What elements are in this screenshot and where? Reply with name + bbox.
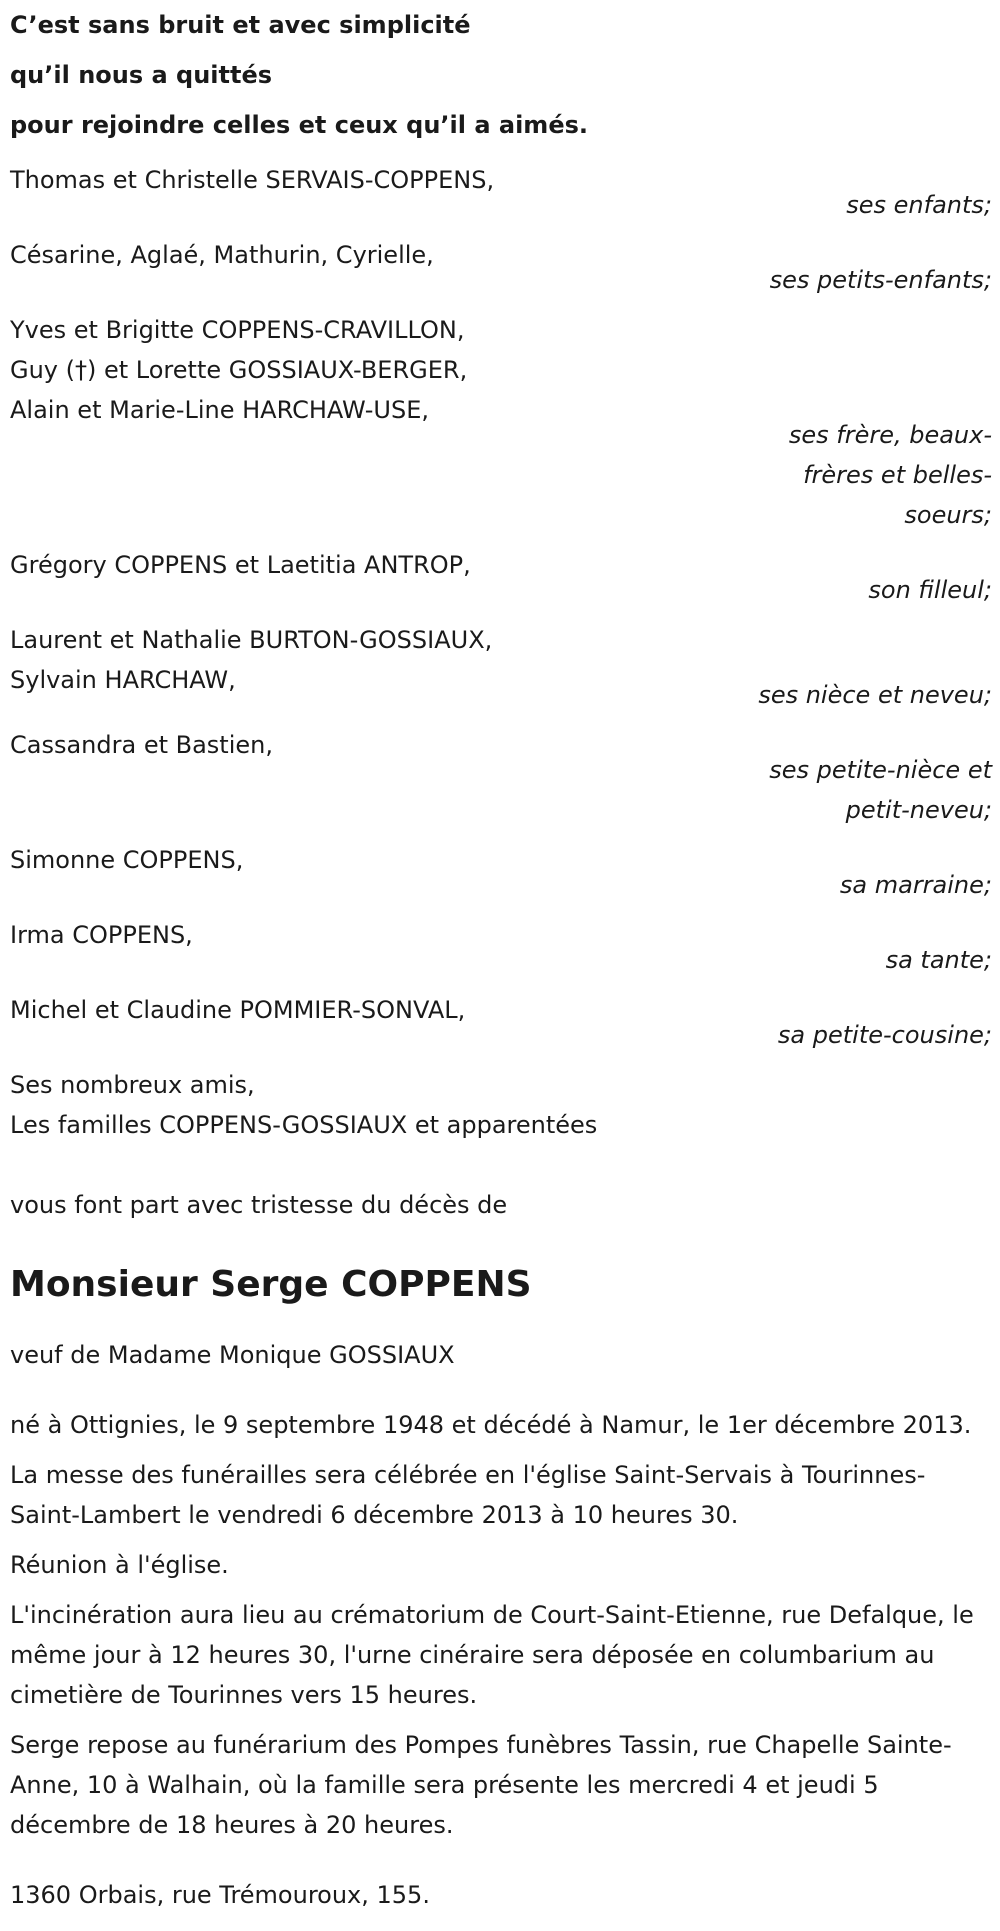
family-name: Irma COPPENS, [10, 921, 193, 949]
friends-line: Les familles COPPENS-GOSSIAUX et apparentées [10, 1111, 598, 1139]
family-relation: ses petite-nièce et petit-neveu; [769, 756, 992, 824]
family-row [10, 620, 992, 715]
family-name: Cassandra et Bastien, [10, 731, 273, 759]
deceased-name: Monsieur Serge COPPENS [10, 1264, 532, 1305]
family-row [10, 840, 992, 905]
family-names [10, 620, 492, 700]
friends-line: Ses nombreux amis, [10, 1071, 255, 1099]
spacer [10, 1385, 992, 1405]
spacer [10, 1855, 992, 1875]
widower-line: veuf de Madame Monique GOSSIAUX [10, 1341, 455, 1369]
address: 1360 Orbais, rue Trémouroux, 155. [10, 1881, 430, 1909]
family-name: Thomas et Christelle SERVAIS-COPPENS, [10, 166, 495, 194]
funeral-mass-paragraph: La messe des funérailles sera célébrée en l'église Saint-Servais à Tourinnes-Saint-Lambert le vendredi 6 décembre 2013 à 10 heures 30. [10, 1461, 926, 1529]
spacer [10, 1155, 992, 1185]
family-row [10, 990, 992, 1055]
family-row [10, 310, 992, 535]
family-names [10, 160, 494, 200]
family-row [10, 915, 992, 980]
obituary-notice [10, 0, 992, 1925]
family-list [10, 160, 992, 1145]
family-relation: sa petite-cousine; [777, 1021, 992, 1049]
family-relation: sa marraine; [839, 871, 992, 899]
family-name: Guy (†) et Lorette GOSSIAUX-BERGER, [10, 356, 468, 384]
family-name: Césarine, Aglaé, Mathurin, Cyrielle, [10, 241, 434, 269]
spacer [10, 1315, 992, 1335]
family-relation: son filleul; [868, 576, 992, 604]
family-names [10, 545, 471, 585]
family-names [10, 840, 243, 880]
family-relation: ses frère, beaux-frères et belles-soeurs; [788, 421, 992, 529]
family-row [10, 160, 992, 225]
family-relation: ses enfants; [846, 191, 992, 219]
family-relation: sa tante; [885, 946, 992, 974]
details [10, 1405, 992, 1845]
family-names [10, 915, 193, 955]
family-name: Simonne COPPENS, [10, 846, 244, 874]
intro-line: C’est sans bruit et avec simplicité [10, 11, 471, 39]
gathering-paragraph: Réunion à l'église. [10, 1551, 229, 1579]
spacer [10, 1235, 992, 1255]
family-names [10, 725, 273, 765]
family-name: Michel et Claudine POMMIER-SONVAL, [10, 996, 466, 1024]
family-names [10, 990, 465, 1030]
family-relation: ses petits-enfants; [769, 266, 992, 294]
family-row [10, 545, 992, 610]
family-name: Alain et Marie-Line HARCHAW-USE, [10, 396, 429, 424]
family-row [10, 725, 992, 830]
family-name: Yves et Brigitte COPPENS-CRAVILLON, [10, 316, 465, 344]
cremation-paragraph: L'incinération aura lieu au crématorium de Court-Saint-Etienne, rue Defalque, le même jour à 12 heures 30, l'urne cinéraire sera déposée en columbarium au cimetière de Tourinnes vers 15 heures. [10, 1601, 974, 1709]
family-names [10, 310, 467, 430]
birth-death-paragraph: né à Ottignies, le 9 septembre 1948 et décédé à Namur, le 1er décembre 2013. [10, 1411, 972, 1439]
family-row [10, 235, 992, 300]
intro-verse [10, 0, 992, 150]
intro-line: qu’il nous a quittés [10, 61, 273, 89]
family-relation: ses nièce et neveu; [758, 681, 992, 709]
family-names [10, 235, 434, 275]
family-name: Grégory COPPENS et Laetitia ANTROP, [10, 551, 471, 579]
intro-line: pour rejoindre celles et ceux qu’il a aimés. [10, 111, 588, 139]
family-name: Laurent et Nathalie BURTON-GOSSIAUX, [10, 626, 493, 654]
family-name: Sylvain HARCHAW, [10, 666, 236, 694]
friends-block [10, 1065, 992, 1145]
announcement: vous font part avec tristesse du décès de [10, 1191, 508, 1219]
visitation-paragraph: Serge repose au funérarium des Pompes funèbres Tassin, rue Chapelle Sainte-Anne, 10 à Walhain, où la famille sera présente les mercredi 4 et jeudi 5 décembre de 18 heures à 20 heures. [10, 1731, 952, 1839]
